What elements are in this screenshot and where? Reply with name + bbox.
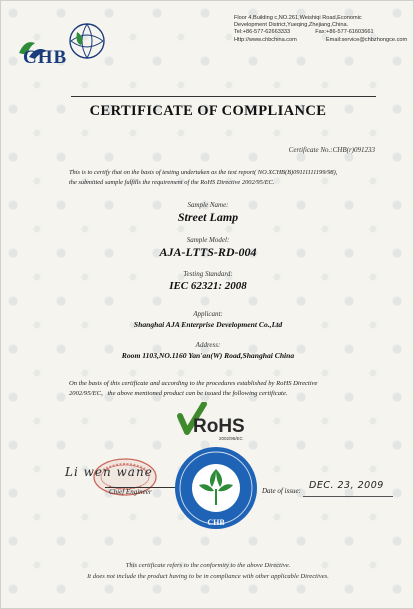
rohs-subtext: 2002/95/EC — [219, 436, 243, 441]
blue-seal — [173, 445, 259, 531]
applicant-label: Applicant: — [193, 310, 223, 318]
phone-fax-line — [234, 29, 410, 36]
testing-standard-value: IEC 62321: 2008 — [169, 280, 247, 292]
applicant-value: Shanghai AJA Enterprise Development Co.,Ltd — [133, 320, 283, 329]
issue-date-value: DEC. 23, 2009 — [309, 480, 384, 491]
signature: Li wen wane — [65, 465, 153, 479]
header-divider — [71, 96, 376, 97]
certificate-number: Certificate No.:CHB(r)091233 — [288, 146, 375, 154]
address-value: Room 1103,NO.1160 Yan'an(W) Road,Shanghai China — [121, 351, 295, 360]
footer-disclaimer — [1, 561, 414, 582]
signatory-title: Chief Engineer — [109, 488, 152, 496]
footer-line-2: It does not include the product having to be in compliance with other applicable Directives. — [87, 572, 329, 580]
address-label: Address: — [195, 341, 221, 349]
email-link[interactable]: Email:service@chbzhongce.com — [325, 36, 408, 43]
address-line-2: Development District,Yueqing,Zhejiang,China. — [234, 22, 349, 29]
footer-line-1: This certificate refers to the conformity to the above Directive. — [125, 562, 291, 569]
basis-line-1: On the basis of this certificate and according to the procedures established by RoHS Directive — [69, 380, 318, 387]
seal-text: CHB — [207, 518, 225, 527]
website-link[interactable]: Http://www.chbchina.com — [234, 36, 297, 43]
contact-block — [234, 15, 410, 44]
testing-standard-label: Testing Standard: — [183, 270, 233, 278]
intro-line-1: This is to certify that on the basis of testing undertaken as the test report( NO.XCHB(B)09111111199/98), — [69, 169, 338, 176]
address-line-1: Floor 4,Building c,NO.261,Weishiqi Road,Economic — [234, 15, 362, 21]
sample-model-value: AJA-LTTS-RD-004 — [159, 245, 257, 259]
basis-line-2: 2002/95/EC，the above mentioned product can be issued the following certificate. — [69, 389, 288, 397]
sample-name-label: Sample Name: — [187, 201, 229, 209]
tel-text: Tel:+86-577-62663333 — [234, 29, 291, 36]
certificate-title: CERTIFICATE OF COMPLIANCE — [89, 103, 327, 119]
issue-date-line — [303, 496, 393, 497]
rohs-text: RoHS — [193, 416, 245, 437]
fax-text: Fax:+86-577-61603661 — [315, 29, 374, 36]
intro-line-2: the submitted sample fulfills the requirement of the RoHS Directive 2002/95/EC. — [69, 178, 275, 186]
basis-paragraph — [69, 379, 389, 398]
issue-date-label: Date of issue: — [262, 487, 301, 495]
logo-text: CHB — [23, 47, 68, 68]
sample-model-label: Sample Model: — [186, 236, 230, 244]
rohs-mark — [174, 402, 248, 444]
sample-name-value: Street Lamp — [177, 210, 239, 224]
intro-paragraph — [69, 168, 379, 187]
web-email-line — [234, 37, 410, 44]
